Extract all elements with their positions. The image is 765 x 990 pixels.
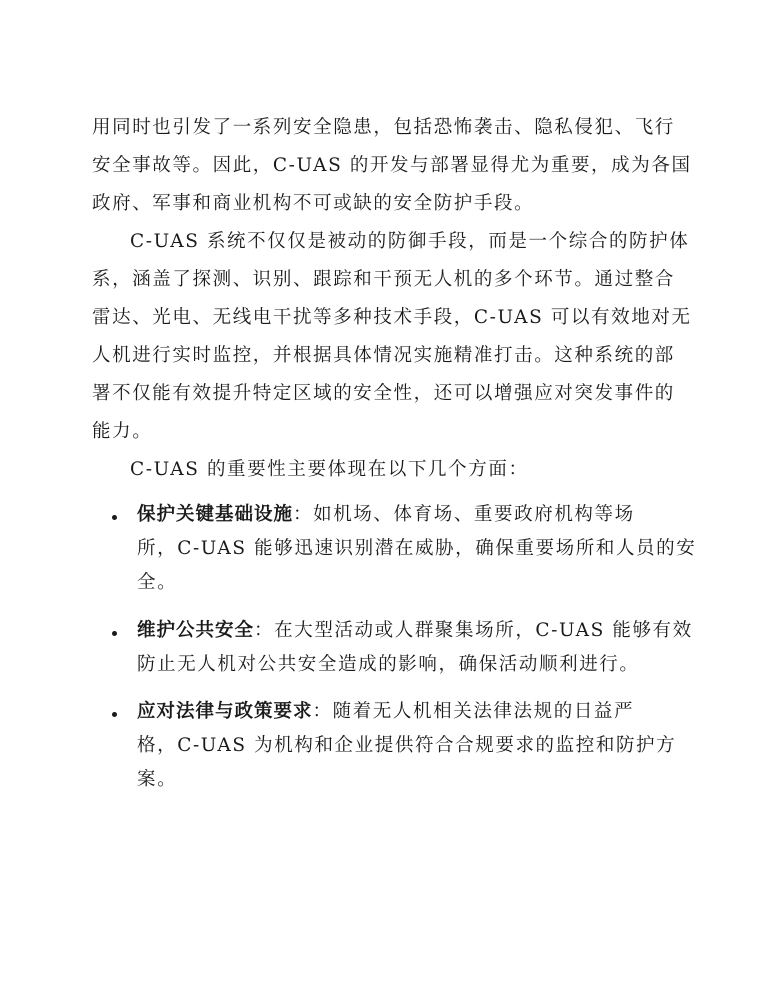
bullet-1-text: ：如机场、体育场、重要政府机构等场 — [293, 504, 635, 525]
bullet-dot-icon — [112, 515, 117, 520]
bullet-1-line-3: 全。 — [137, 572, 178, 593]
bullet-2-line-1 — [137, 620, 693, 642]
paragraph-1-line-1: 用同时也引发了一系列安全隐患，包括恐怖袭击、隐私侵犯、飞行 — [92, 117, 675, 138]
paragraph-2-line-6: 能力。 — [92, 421, 153, 442]
bullet-2-text: ：在大型活动或人群聚集场所，C-UAS 能够有效 — [254, 620, 693, 641]
paragraph-1-line-3: 政府、军事和商业机构不可或缺的安全防护手段。 — [92, 193, 535, 214]
bullet-2-title: 维护公共安全 — [137, 620, 255, 641]
paragraph-2-line-1: C-UAS 系统不仅仅是被动的防御手段，而是一个综合的防护体 — [130, 231, 690, 252]
paragraph-2-line-5: 署不仅能有效提升特定区域的安全性，还可以增强应对突发事件的 — [92, 383, 675, 404]
bullet-1-title: 保护关键基础设施 — [137, 504, 294, 525]
bullet-dot-icon — [112, 631, 117, 636]
bullet-3-line-2: 格，C-UAS 为机构和企业提供符合合规要求的监控和防护方 — [137, 735, 677, 756]
bullet-2-line-2: 防止无人机对公共安全造成的影响，确保活动顺利进行。 — [137, 654, 640, 675]
paragraph-2-line-2: 系，涵盖了探测、识别、跟踪和干预无人机的多个环节。通过整合 — [92, 269, 675, 290]
bullet-1-line-2: 所，C-UAS 能够迅速识别潜在威胁，确保重要场所和人员的安 — [137, 538, 697, 559]
bullet-3-line-1 — [137, 701, 634, 723]
paragraph-2-line-3: 雷达、光电、无线电干扰等多种技术手段，C-UAS 可以有效地对无 — [92, 307, 692, 328]
paragraph-2-line-4: 人机进行实时监控，并根据具体情况实施精准打击。这种系统的部 — [92, 345, 675, 366]
bullet-3-title: 应对法律与政策要求 — [137, 701, 313, 722]
paragraph-3-line-1: C-UAS 的重要性主要体现在以下几个方面： — [130, 459, 529, 480]
bullet-1-line-1 — [137, 504, 635, 526]
paragraph-1-line-2: 安全事故等。因此，C-UAS 的开发与部署显得尤为重要，成为各国 — [92, 155, 692, 176]
bullet-3-line-3: 案。 — [137, 769, 178, 790]
bullet-3-text: ：随着无人机相关法律法规的日益严 — [312, 701, 635, 722]
bullet-dot-icon — [112, 712, 117, 717]
